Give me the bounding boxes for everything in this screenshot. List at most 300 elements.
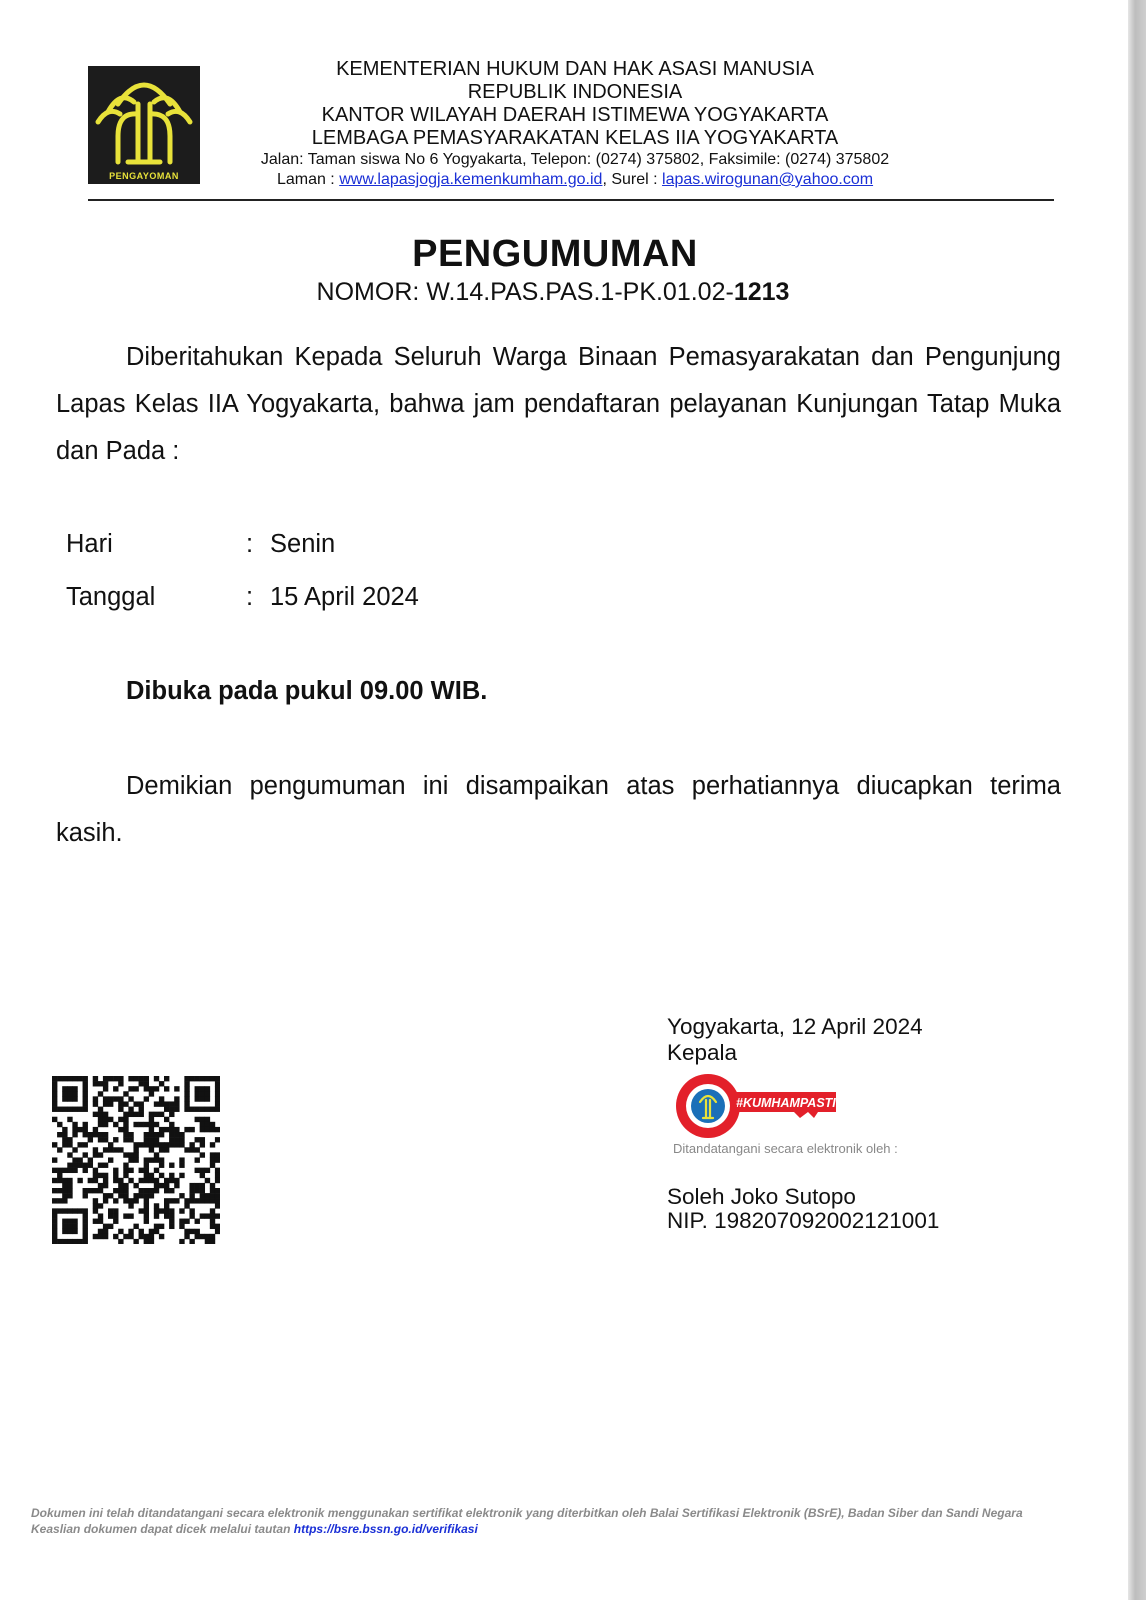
- qr-module: [169, 1224, 174, 1229]
- qr-module: [93, 1173, 98, 1178]
- qr-module: [154, 1142, 159, 1147]
- qr-module: [205, 1178, 210, 1183]
- qr-module: [139, 1188, 144, 1193]
- qr-module: [149, 1239, 154, 1244]
- qr-module: [113, 1137, 118, 1142]
- qr-module: [154, 1112, 159, 1117]
- qr-module: [205, 1076, 210, 1081]
- contact-line: [200, 170, 950, 190]
- qr-module: [88, 1157, 93, 1162]
- qr-module: [123, 1091, 128, 1096]
- qr-module: [123, 1173, 128, 1178]
- qr-module: [133, 1193, 138, 1198]
- qr-module: [72, 1147, 77, 1152]
- qr-module: [118, 1178, 123, 1183]
- qr-module: [205, 1213, 210, 1218]
- qr-module: [62, 1168, 67, 1173]
- qr-module: [200, 1213, 205, 1218]
- qr-module: [72, 1229, 77, 1234]
- qr-module: [139, 1101, 144, 1106]
- qr-module: [205, 1096, 210, 1101]
- qr-module: [195, 1157, 200, 1162]
- qr-module: [169, 1132, 174, 1137]
- qr-module: [57, 1239, 62, 1244]
- logo-caption: PENGAYOMAN: [109, 171, 179, 181]
- qr-module: [169, 1213, 174, 1218]
- qr-module: [67, 1178, 72, 1183]
- qr-module: [200, 1091, 205, 1096]
- qr-module: [169, 1173, 174, 1178]
- document-title: PENGUMUMAN: [412, 233, 698, 275]
- qr-module: [103, 1086, 108, 1091]
- qr-module: [123, 1122, 128, 1127]
- qr-module: [62, 1107, 67, 1112]
- qr-module: [93, 1208, 98, 1213]
- address-line: Jalan: Taman siswa No 6 Yogyakarta, Telepon: (0274) 375802, Faksimile: (0274) 375802: [260, 151, 890, 168]
- qr-module: [210, 1122, 215, 1127]
- detail-separator: :: [246, 530, 254, 558]
- qr-module: [149, 1157, 154, 1162]
- qr-module: [108, 1157, 113, 1162]
- qr-module: [77, 1178, 82, 1183]
- qr-module: [88, 1178, 93, 1183]
- qr-module: [98, 1107, 103, 1112]
- qr-module: [67, 1076, 72, 1081]
- qr-module: [118, 1117, 123, 1122]
- qr-module: [118, 1101, 123, 1106]
- qr-module: [52, 1213, 57, 1218]
- qr-module: [169, 1122, 174, 1127]
- qr-module: [179, 1193, 184, 1198]
- qr-module: [164, 1117, 169, 1122]
- qr-module: [98, 1081, 103, 1086]
- qr-module: [210, 1208, 215, 1213]
- qr-module: [144, 1198, 149, 1203]
- qr-module: [93, 1168, 98, 1173]
- qr-module: [72, 1132, 77, 1137]
- qr-module: [144, 1213, 149, 1218]
- qr-module: [159, 1208, 164, 1213]
- qr-module: [195, 1117, 200, 1122]
- qr-module: [144, 1168, 149, 1173]
- qr-module: [149, 1229, 154, 1234]
- qr-module: [164, 1101, 169, 1106]
- qr-module: [113, 1178, 118, 1183]
- qr-module: [128, 1234, 133, 1239]
- qr-module: [128, 1086, 133, 1091]
- qr-module: [103, 1137, 108, 1142]
- qr-module: [118, 1229, 123, 1234]
- qr-module: [123, 1101, 128, 1106]
- qr-module: [98, 1173, 103, 1178]
- verify-link[interactable]: https://bsre.bssn.go.id/verifikasi: [293, 1522, 478, 1536]
- qr-module: [179, 1224, 184, 1229]
- qr-module: [184, 1076, 189, 1081]
- qr-module: [144, 1137, 149, 1142]
- qr-module: [57, 1208, 62, 1213]
- qr-module: [210, 1198, 215, 1203]
- footer-certificate-note: Dokumen ini telah ditandatangani secara elektronik menggunakan sertifikat elektronik yang diterbitkan oleh Balai Sertifikasi Elektronik (BSrE), Badan Siber dan Sandi Negara: [31, 1506, 1023, 1520]
- qr-module: [200, 1086, 205, 1091]
- qr-module: [93, 1147, 98, 1152]
- qr-module: [154, 1183, 159, 1188]
- qr-module: [169, 1178, 174, 1183]
- qr-module: [113, 1147, 118, 1152]
- email-link[interactable]: lapas.wirogunan@yahoo.com: [662, 171, 874, 188]
- qr-module: [184, 1096, 189, 1101]
- qr-module: [108, 1142, 113, 1147]
- qr-module: [149, 1112, 154, 1117]
- qr-module: [215, 1076, 220, 1081]
- qr-module: [108, 1147, 113, 1152]
- opening-hours: Dibuka pada pukul 09.00 WIB.: [126, 677, 488, 705]
- qr-module: [67, 1229, 72, 1234]
- qr-module: [128, 1203, 133, 1208]
- qr-module: [118, 1147, 123, 1152]
- qr-module: [98, 1132, 103, 1137]
- qr-module: [103, 1178, 108, 1183]
- qr-module: [118, 1193, 123, 1198]
- qr-module: [108, 1076, 113, 1081]
- qr-module: [149, 1188, 154, 1193]
- closing-paragraph: Demikian pengumuman ini disampaikan atas perhatiannya diucapkan terima kasih.: [56, 772, 1061, 847]
- qr-module: [210, 1239, 215, 1244]
- qr-module: [205, 1127, 210, 1132]
- qr-module: [215, 1152, 220, 1157]
- qr-module: [210, 1213, 215, 1218]
- qr-module: [215, 1178, 220, 1183]
- qr-module: [98, 1188, 103, 1193]
- qr-module: [179, 1208, 184, 1213]
- qr-module: [98, 1183, 103, 1188]
- qr-module: [93, 1127, 98, 1132]
- qr-module: [200, 1096, 205, 1101]
- stamp-hashtag: #KUMHAMPASTI: [736, 1096, 836, 1110]
- qr-module: [144, 1219, 149, 1224]
- qr-module: [200, 1122, 205, 1127]
- qr-module: [179, 1157, 184, 1162]
- qr-module: [98, 1229, 103, 1234]
- qr-module: [128, 1076, 133, 1081]
- qr-module: [169, 1208, 174, 1213]
- qr-module: [169, 1198, 174, 1203]
- qr-module: [215, 1081, 220, 1086]
- qr-module: [83, 1076, 88, 1081]
- qr-module: [128, 1112, 133, 1117]
- qr-module: [144, 1203, 149, 1208]
- qr-module: [113, 1168, 118, 1173]
- qr-module: [83, 1168, 88, 1173]
- qr-module: [52, 1076, 57, 1081]
- qr-module: [98, 1163, 103, 1168]
- qr-module: [83, 1239, 88, 1244]
- qr-module: [205, 1234, 210, 1239]
- qr-module: [72, 1091, 77, 1096]
- qr-module: [52, 1198, 57, 1203]
- qr-module: [123, 1213, 128, 1218]
- qr-module: [62, 1208, 67, 1213]
- qr-module: [67, 1168, 72, 1173]
- qr-module: [184, 1081, 189, 1086]
- qr-module: [154, 1157, 159, 1162]
- qr-module: [189, 1076, 194, 1081]
- qr-module: [205, 1198, 210, 1203]
- qr-module: [159, 1224, 164, 1229]
- qr-module: [103, 1101, 108, 1106]
- qr-module: [144, 1157, 149, 1162]
- qr-module: [83, 1213, 88, 1218]
- qr-module: [52, 1188, 57, 1193]
- qr-module: [205, 1107, 210, 1112]
- qr-module: [200, 1142, 205, 1147]
- qr-module: [52, 1157, 57, 1162]
- qr-module: [200, 1127, 205, 1132]
- qr-module: [189, 1107, 194, 1112]
- qr-module: [72, 1122, 77, 1127]
- qr-module: [215, 1086, 220, 1091]
- qr-module: [93, 1132, 98, 1137]
- qr-module: [174, 1086, 179, 1091]
- qr-module: [200, 1117, 205, 1122]
- qr-module: [67, 1096, 72, 1101]
- qr-module: [164, 1147, 169, 1152]
- qr-module: [62, 1127, 67, 1132]
- qr-module: [169, 1101, 174, 1106]
- qr-module: [139, 1168, 144, 1173]
- qr-module: [108, 1193, 113, 1198]
- qr-module: [139, 1076, 144, 1081]
- qr-module: [159, 1127, 164, 1132]
- qr-module: [52, 1178, 57, 1183]
- signer-nip: NIP. 198207092002121001: [667, 1208, 940, 1233]
- qr-module: [123, 1168, 128, 1173]
- qr-module: [154, 1076, 159, 1081]
- qr-module: [133, 1142, 138, 1147]
- qr-module: [174, 1127, 179, 1132]
- qr-module: [67, 1239, 72, 1244]
- qr-module: [133, 1183, 138, 1188]
- qr-module: [83, 1107, 88, 1112]
- qr-module: [195, 1183, 200, 1188]
- qr-module: [210, 1107, 215, 1112]
- letterhead-divider: [88, 199, 1054, 201]
- qr-module: [200, 1173, 205, 1178]
- qr-module: [88, 1132, 93, 1137]
- qr-module: [195, 1219, 200, 1224]
- qr-module: [205, 1168, 210, 1173]
- qr-module: [88, 1137, 93, 1142]
- qr-module: [189, 1142, 194, 1147]
- qr-module: [139, 1081, 144, 1086]
- qr-module: [210, 1224, 215, 1229]
- qr-module: [149, 1117, 154, 1122]
- qr-module: [98, 1213, 103, 1218]
- qr-module: [179, 1173, 184, 1178]
- qr-module: [98, 1091, 103, 1096]
- qr-module: [210, 1163, 215, 1168]
- qr-module: [93, 1096, 98, 1101]
- qr-module: [195, 1107, 200, 1112]
- qr-module: [144, 1188, 149, 1193]
- qr-module: [128, 1168, 133, 1173]
- qr-module: [93, 1234, 98, 1239]
- qr-module: [154, 1137, 159, 1142]
- qr-module: [195, 1168, 200, 1173]
- qr-module: [133, 1152, 138, 1157]
- qr-module: [144, 1076, 149, 1081]
- qr-module: [103, 1193, 108, 1198]
- qr-module: [52, 1086, 57, 1091]
- qr-module: [123, 1152, 128, 1157]
- qr-module: [98, 1203, 103, 1208]
- qr-module: [139, 1122, 144, 1127]
- qr-module: [83, 1152, 88, 1157]
- qr-module: [123, 1198, 128, 1203]
- mail-label: , Surel :: [602, 171, 663, 188]
- qr-module: [118, 1188, 123, 1193]
- qr-module: [62, 1229, 67, 1234]
- qr-module: [93, 1152, 98, 1157]
- qr-module: [93, 1203, 98, 1208]
- qr-module: [195, 1229, 200, 1234]
- detail-value: 15 April 2024: [270, 583, 419, 611]
- qr-module: [108, 1117, 113, 1122]
- qr-module: [128, 1229, 133, 1234]
- ministry-logo: [88, 66, 200, 184]
- qr-module: [62, 1224, 67, 1229]
- qr-module: [159, 1101, 164, 1106]
- kumhampasti-stamp: [670, 1070, 850, 1140]
- qr-module: [174, 1101, 179, 1106]
- qr-module: [189, 1213, 194, 1218]
- qr-module: [67, 1193, 72, 1198]
- qr-module: [67, 1086, 72, 1091]
- qr-module: [139, 1112, 144, 1117]
- qr-module: [189, 1183, 194, 1188]
- qr-module: [154, 1224, 159, 1229]
- qr-module: [159, 1234, 164, 1239]
- qr-module: [103, 1173, 108, 1178]
- qr-module: [133, 1224, 138, 1229]
- qr-module: [179, 1142, 184, 1147]
- qr-module: [195, 1234, 200, 1239]
- qr-module: [205, 1239, 210, 1244]
- qr-module: [62, 1137, 67, 1142]
- qr-module: [52, 1224, 57, 1229]
- document-number: [0, 278, 1106, 307]
- qr-module: [98, 1117, 103, 1122]
- intro-paragraph: Diberitahukan Kepada Seluruh Warga Binaan Pemasyarakatan dan Pengunjung Lapas Kelas IIA Yogyakarta, bahwa jam pendaftaran pelayanan Kunjungan Tatap Muka dan Pada :: [56, 343, 1061, 465]
- qr-module: [164, 1107, 169, 1112]
- qr-module: [123, 1183, 128, 1188]
- qr-module: [144, 1208, 149, 1213]
- qr-module: [149, 1127, 154, 1132]
- qr-module: [67, 1137, 72, 1142]
- qr-module: [62, 1096, 67, 1101]
- qr-module: [169, 1142, 174, 1147]
- qr-module: [88, 1163, 93, 1168]
- qr-module: [113, 1188, 118, 1193]
- qr-module: [174, 1183, 179, 1188]
- qr-module: [189, 1193, 194, 1198]
- qr-module: [88, 1188, 93, 1193]
- qr-module: [52, 1168, 57, 1173]
- qr-module: [62, 1193, 67, 1198]
- qr-module: [200, 1152, 205, 1157]
- number-prefix: NOMOR: W.14.PAS.PAS.1-PK.01.02-: [316, 278, 734, 306]
- qr-module: [57, 1122, 62, 1127]
- qr-module: [179, 1137, 184, 1142]
- qr-module: [128, 1132, 133, 1137]
- institution-name: LEMBAGA PEMASYARAKATAN KELAS IIA YOGYAKARTA: [311, 127, 839, 149]
- qr-module: [149, 1122, 154, 1127]
- qr-module: [118, 1076, 123, 1081]
- qr-module: [164, 1076, 169, 1081]
- qr-module: [62, 1076, 67, 1081]
- qr-module: [72, 1208, 77, 1213]
- qr-module: [149, 1234, 154, 1239]
- qr-module: [159, 1132, 164, 1137]
- qr-module: [77, 1127, 82, 1132]
- qr-module: [62, 1178, 67, 1183]
- qr-module: [159, 1157, 164, 1162]
- number-suffix: 1213: [733, 278, 790, 306]
- qr-module: [184, 1086, 189, 1091]
- qr-module: [164, 1188, 169, 1193]
- qr-module: [57, 1173, 62, 1178]
- qr-module: [154, 1086, 159, 1091]
- qr-module: [133, 1198, 138, 1203]
- qr-module: [174, 1137, 179, 1142]
- website-link[interactable]: www.lapasjogja.kemenkumham.go.id: [339, 171, 603, 188]
- qr-module: [72, 1168, 77, 1173]
- qr-module: [67, 1107, 72, 1112]
- qr-module: [62, 1091, 67, 1096]
- qr-module: [144, 1086, 149, 1091]
- qr-module: [57, 1107, 62, 1112]
- regional-office: KANTOR WILAYAH DAERAH ISTIMEWA YOGYAKARTA: [321, 104, 829, 126]
- qr-module: [123, 1112, 128, 1117]
- qr-module: [154, 1213, 159, 1218]
- qr-module: [118, 1107, 123, 1112]
- qr-module: [128, 1107, 133, 1112]
- qr-module: [205, 1122, 210, 1127]
- page-edge-shadow: [1128, 0, 1146, 1600]
- qr-module: [215, 1224, 220, 1229]
- qr-module: [174, 1132, 179, 1137]
- qr-module: [149, 1193, 154, 1198]
- qr-module: [169, 1112, 174, 1117]
- qr-module: [52, 1096, 57, 1101]
- qr-module: [215, 1096, 220, 1101]
- qr-module: [128, 1157, 133, 1162]
- e-signature-footer: [31, 1505, 1111, 1537]
- qr-module: [164, 1203, 169, 1208]
- qr-module: [189, 1127, 194, 1132]
- qr-module: [72, 1076, 77, 1081]
- qr-module: [133, 1112, 138, 1117]
- qr-module: [164, 1198, 169, 1203]
- qr-module: [67, 1117, 72, 1122]
- qr-module: [98, 1137, 103, 1142]
- qr-module: [210, 1188, 215, 1193]
- qr-module: [57, 1076, 62, 1081]
- detail-label: Hari: [66, 530, 113, 558]
- qr-module: [195, 1137, 200, 1142]
- qr-module: [149, 1173, 154, 1178]
- qr-module: [144, 1173, 149, 1178]
- qr-module: [159, 1081, 164, 1086]
